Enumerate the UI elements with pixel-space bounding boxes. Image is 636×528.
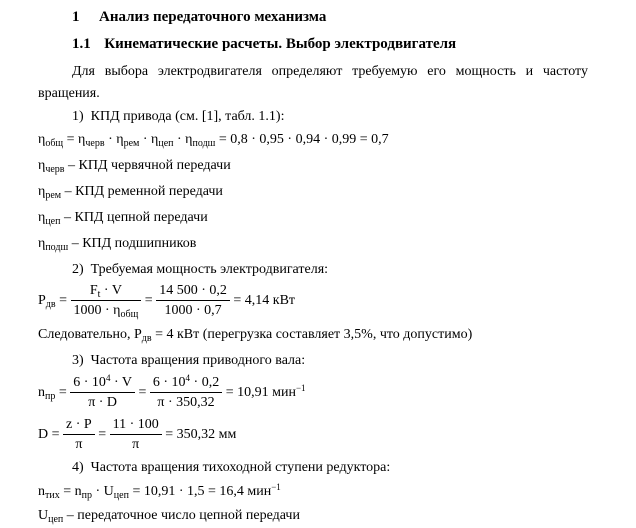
section-heading bbox=[72, 10, 326, 25]
diameter-formula: D = $\frac{z \cdot P}{\pi}$ = $\frac{11 \cdot 100}{\pi}$ = 350,32 мм bbox=[38, 417, 237, 452]
diameter-result: = 350,32 мм bbox=[165, 427, 237, 442]
speed-result: = 10,91 мин$^{-1}$ bbox=[225, 383, 306, 400]
speed-fraction-symbolic: $\frac{6 \cdot 10^4 \cdot V}{\pi \cdot D}$ bbox=[70, 376, 135, 410]
section-number: 1 bbox=[72, 9, 80, 25]
power-fraction-numeric: $\frac{14 500 \cdot 0,2}{1000 \cdot 0,7}$ bbox=[156, 284, 230, 318]
item-2-label: 2) Требуемая мощность электродвигателя: bbox=[72, 262, 329, 277]
item-4-label: 4) Частота вращения тихоходной ступени редуктора: bbox=[72, 460, 391, 475]
subsection-number: 1.1 bbox=[72, 36, 91, 52]
subsection-heading bbox=[72, 37, 456, 52]
diameter-fraction-numeric: $\frac{11 \cdot 100}{\pi}$ bbox=[110, 418, 162, 452]
definition-worm: $\eta_{черв}$ – КПД червячной передачи bbox=[38, 158, 231, 175]
item-3-label: 3) Частота вращения приводного вала: bbox=[72, 353, 306, 368]
speed-fraction-numeric: $\frac{6 \cdot 10^4 \cdot 0,2}{\pi \cdot 350,32}$ bbox=[150, 376, 222, 410]
intro-line-1: Для выбора электродвигателя определяют требуемую его мощность и частоту bbox=[72, 64, 588, 79]
slow-speed-formula: $n_{тих} = n_{пр} \cdot U_{цеп} = 10,91 \cdot 1,5 = 16,4$ мин$^{-1}$ bbox=[38, 482, 281, 501]
power-formula: $P_{дв}$ = $\frac{F_t \cdot V}{1000 \cdot \eta_{общ}}$ = $\frac{14 500 \cdot 0,2}{1000 \cdot 0,7}$ = 4,14 кВт bbox=[38, 283, 296, 320]
power-conclusion: Следовательно, $P_{дв} = 4$ кВт (перегрузка составляет 3,5%, что допустимо) bbox=[38, 327, 473, 344]
item-1-label: 1) КПД привода (см. [1], табл. 1.1): bbox=[72, 109, 285, 124]
definition-belt: $\eta_{рем}$ – КПД ременной передачи bbox=[38, 184, 223, 201]
efficiency-formula: $\eta_{общ} = \eta_{черв} \cdot \eta_{рем} \cdot \eta_{цеп} \cdot \eta_{подш} = 0,8 \cdot 0,95 \cdot 0,94 \cdot 0,99 = 0,7$ bbox=[38, 132, 389, 149]
intro-line-2: вращения. bbox=[38, 86, 100, 101]
power-result: = 4,14 кВт bbox=[233, 293, 296, 308]
power-fraction-symbolic: $\frac{F_t \cdot V}{1000 \cdot \eta_{общ}}$ bbox=[71, 284, 142, 318]
diameter-fraction-symbolic: $\frac{z \cdot P}{\pi}$ bbox=[63, 418, 95, 452]
section-title: Анализ передаточного механизма bbox=[99, 9, 327, 25]
subsection-title: Кинематические расчеты. Выбор электродвигателя bbox=[104, 36, 457, 52]
definition-bearing: $\eta_{подш}$ – КПД подшипников bbox=[38, 236, 197, 253]
definition-chain: $\eta_{цеп}$ – КПД цепной передачи bbox=[38, 210, 208, 227]
ratio-definition: $U_{цеп}$ – передаточное число цепной передачи bbox=[38, 508, 300, 525]
speed-formula: $n_{пр}$ = $\frac{6 \cdot 10^4 \cdot V}{\pi \cdot D}$ = $\frac{6 \cdot 10^4 \cdot 0,2}{\pi \cdot 350,32}$ = 10,91 мин$^{-1}$ bbox=[38, 373, 306, 410]
